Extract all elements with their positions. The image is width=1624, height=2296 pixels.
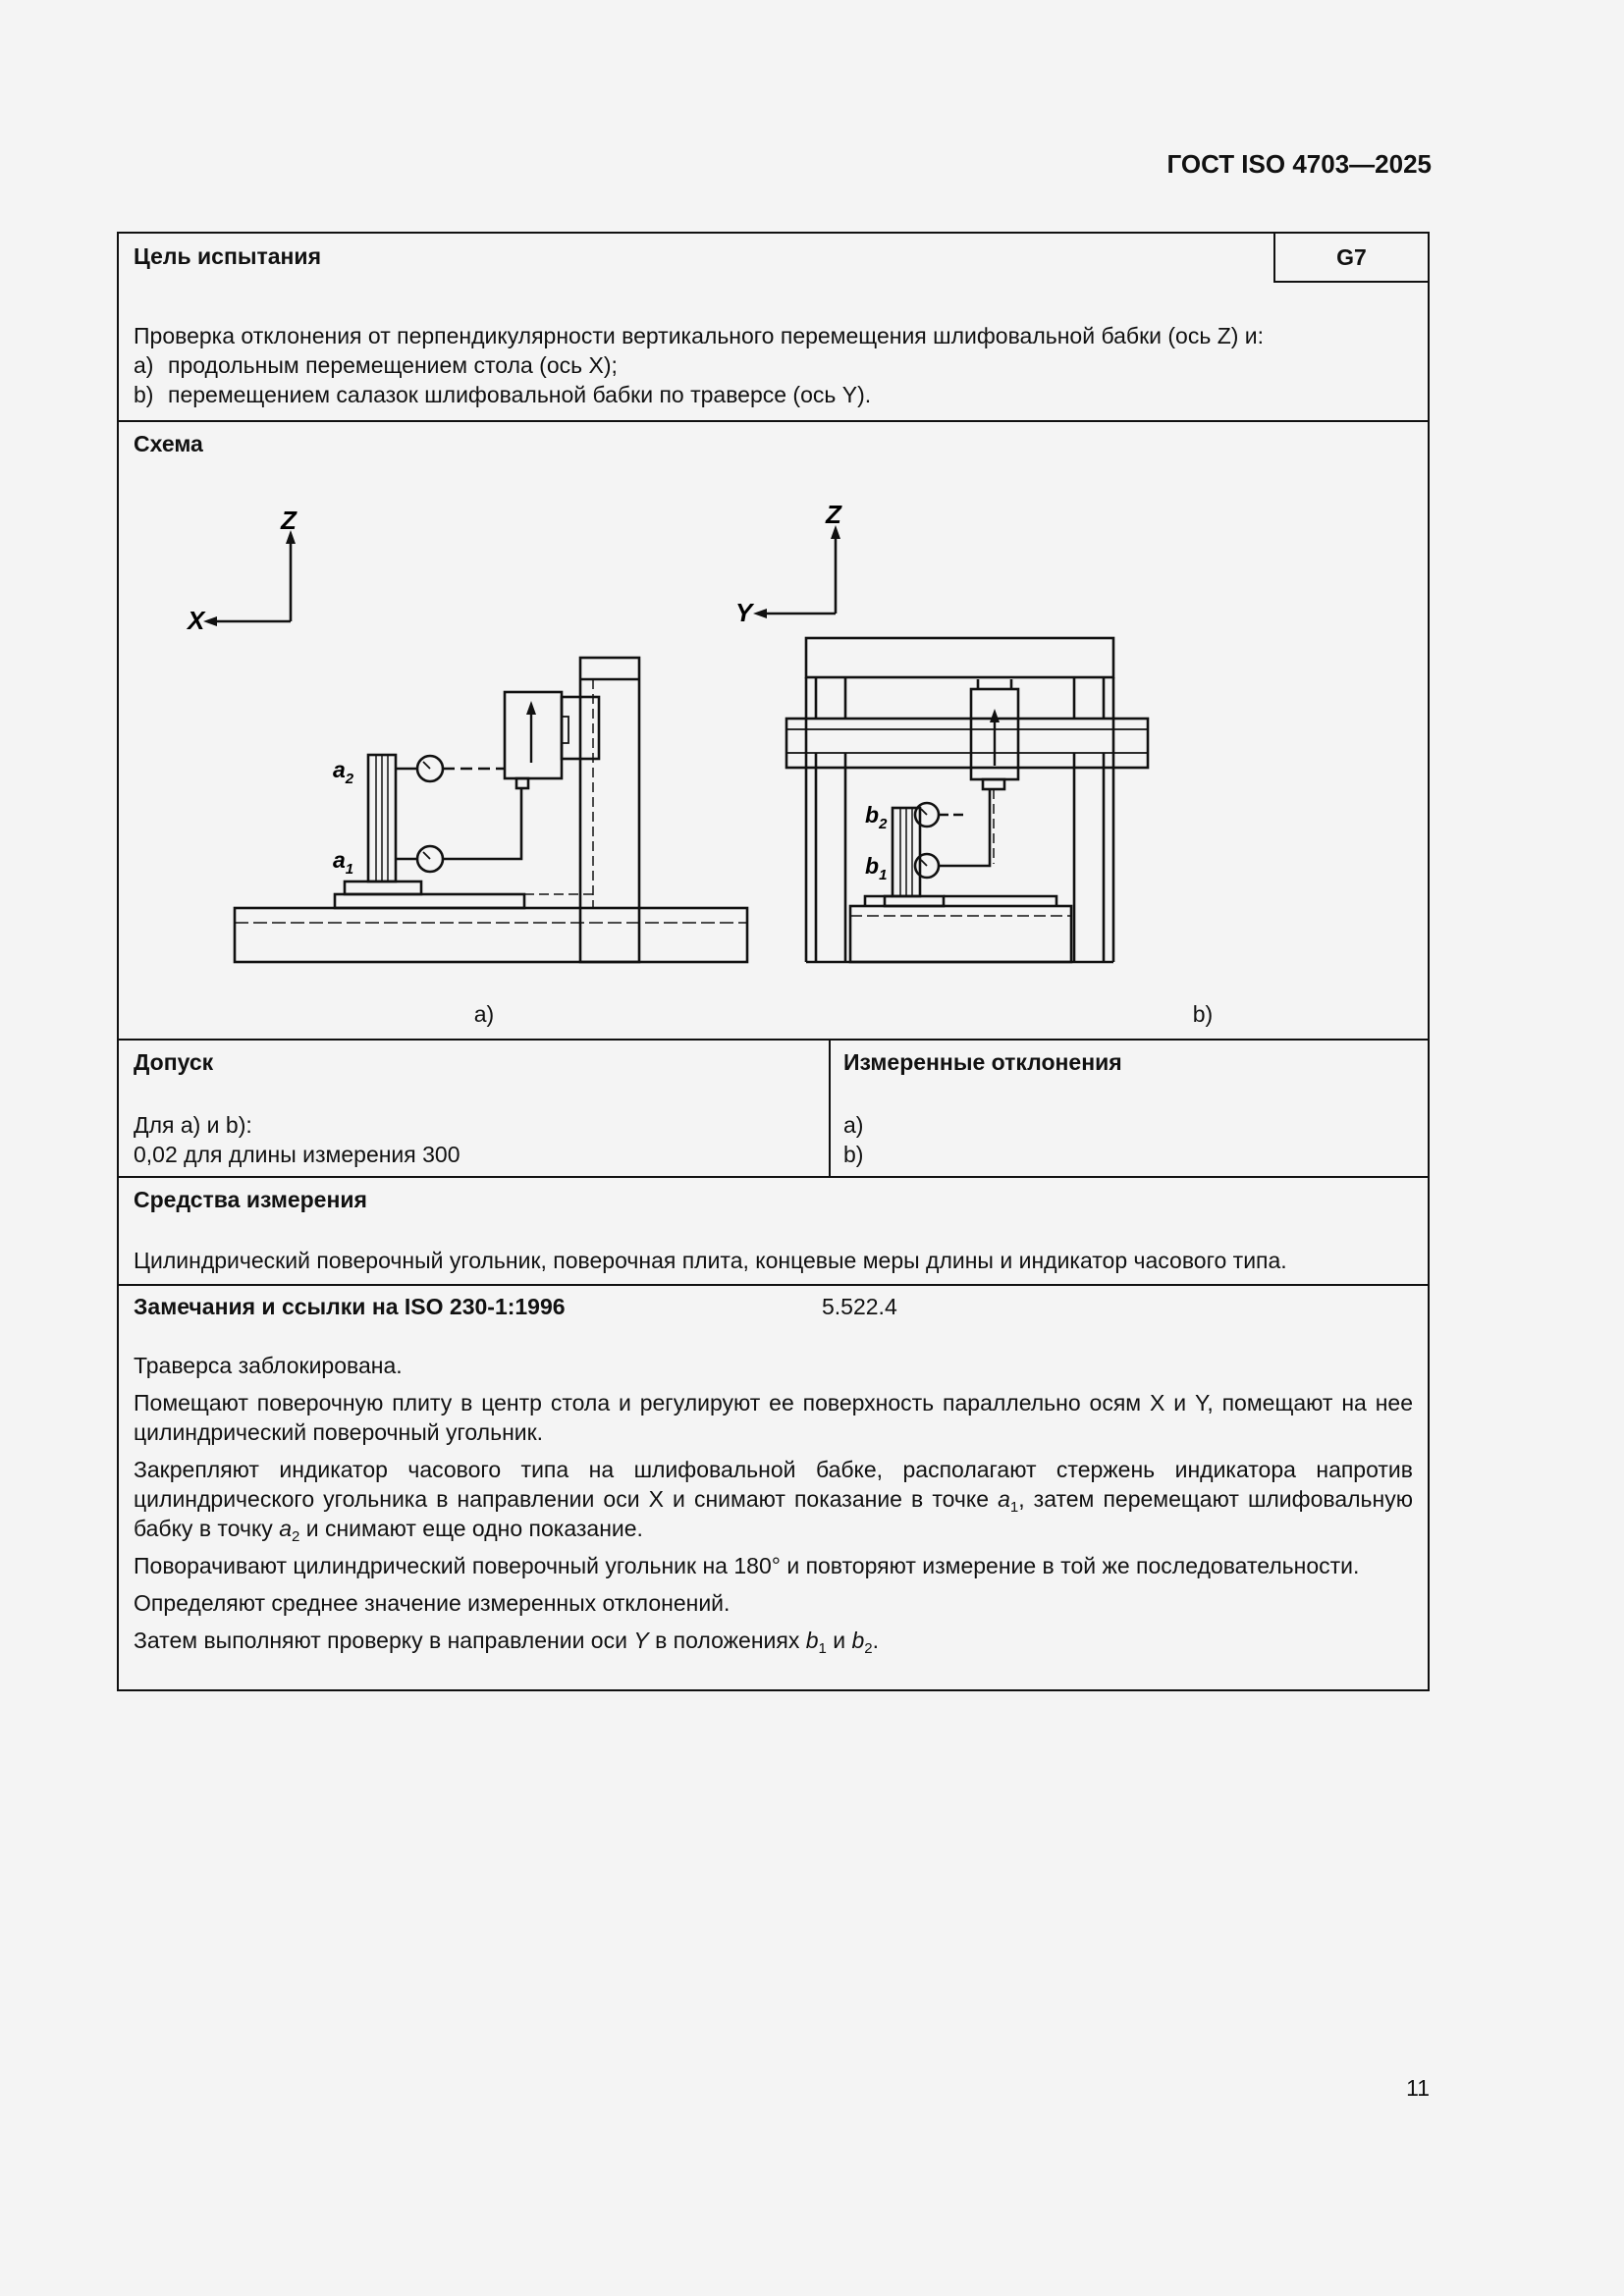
tolerance-text: Для a) и b): 0,02 для длины измерения 300 (134, 1112, 460, 1167)
measured-a: a) (843, 1112, 864, 1138)
figure-b-diagram (669, 422, 1432, 1041)
column-divider (829, 1041, 831, 1176)
fig-a-label-a1: $a_1$ (333, 847, 354, 878)
fig-b-axis-y: Y (735, 598, 753, 627)
notes-body (134, 1351, 1413, 1663)
instruments-title: Средства измерения (134, 1187, 367, 1212)
figure-a-caption: a) (473, 1001, 495, 1027)
tolerance-section (119, 1039, 1428, 1176)
fig-a-axis-x: X (188, 606, 205, 635)
notes-reference: 5.522.4 (822, 1294, 897, 1319)
note-p1: Траверса заблокирована. (134, 1353, 403, 1378)
test-item-b: b) перемещением салазок шлифовальной бабки по траверсе (ось Y). (134, 382, 872, 407)
page-number: 11 (1406, 2075, 1430, 2101)
note-p4: Поворачивают цилиндрический поверочный угольник на 180° и повторяют измерение в той же последовательности. (134, 1553, 1360, 1578)
figure-b-caption: b) (1192, 1001, 1214, 1027)
fig-b-axis-z: Z (826, 500, 841, 529)
instruments-section (119, 1176, 1428, 1284)
measured-title: Измеренные отклонения (843, 1049, 1122, 1075)
note-p5: Определяют среднее значение измеренных отклонений. (134, 1590, 731, 1616)
note-p6: Затем выполняют проверку в направлении оси Y в положениях $b_1$ и $b_2$. (134, 1628, 880, 1657)
note-p2: Помещают поверочную плиту в центр стола и регулируют ее поверхность параллельно осям X и Y, помещают на нее цилиндрический поверочный угольник. (134, 1390, 1413, 1445)
test-purpose-section (119, 234, 1428, 420)
note-p3: Закрепляют индикатор часового типа на шлифовальной бабке, располагают стержень индикатора напротив цилиндрического угольника в направлении оси X и снимают показание в точке $a_1$, затем перемещают шлифовальную бабку в точку $a_2$ и снимают еще одно показание. (134, 1457, 1413, 1545)
fig-a-label-a2: $a_2$ (333, 757, 354, 787)
test-item-a: a) продольным перемещением стола (ось X); (134, 352, 618, 378)
test-sheet (117, 232, 1430, 1691)
tolerance-title: Допуск (134, 1049, 214, 1075)
test-id: G7 (1273, 234, 1428, 283)
instruments-text: Цилиндрический поверочный угольник, поверочная плита, концевые меры длины и индикатор часового типа. (134, 1248, 1287, 1273)
test-intro: Проверка отклонения от перпендикулярности вертикального перемещения шлифовальной бабки (ось Z) и: (134, 323, 1265, 348)
notes-section (119, 1284, 1428, 1689)
figure-a-diagram (119, 422, 669, 1041)
fig-b-label-b1: $b_1$ (865, 853, 888, 883)
measured-values (843, 1110, 863, 1169)
fig-a-axis-z: Z (281, 506, 297, 535)
measured-b: b) (843, 1142, 864, 1167)
scheme-title: Схема (134, 431, 203, 456)
fig-b-label-b2: $b_2$ (865, 802, 888, 832)
test-purpose-text (134, 321, 1413, 409)
scheme-section (119, 420, 1428, 1039)
test-purpose-title: Цель испытания (134, 243, 321, 269)
notes-title: Замечания и ссылки на ISO 230-1:1996 (134, 1294, 566, 1319)
document-code: ГОСТ ISO 4703—2025 (1166, 149, 1432, 179)
